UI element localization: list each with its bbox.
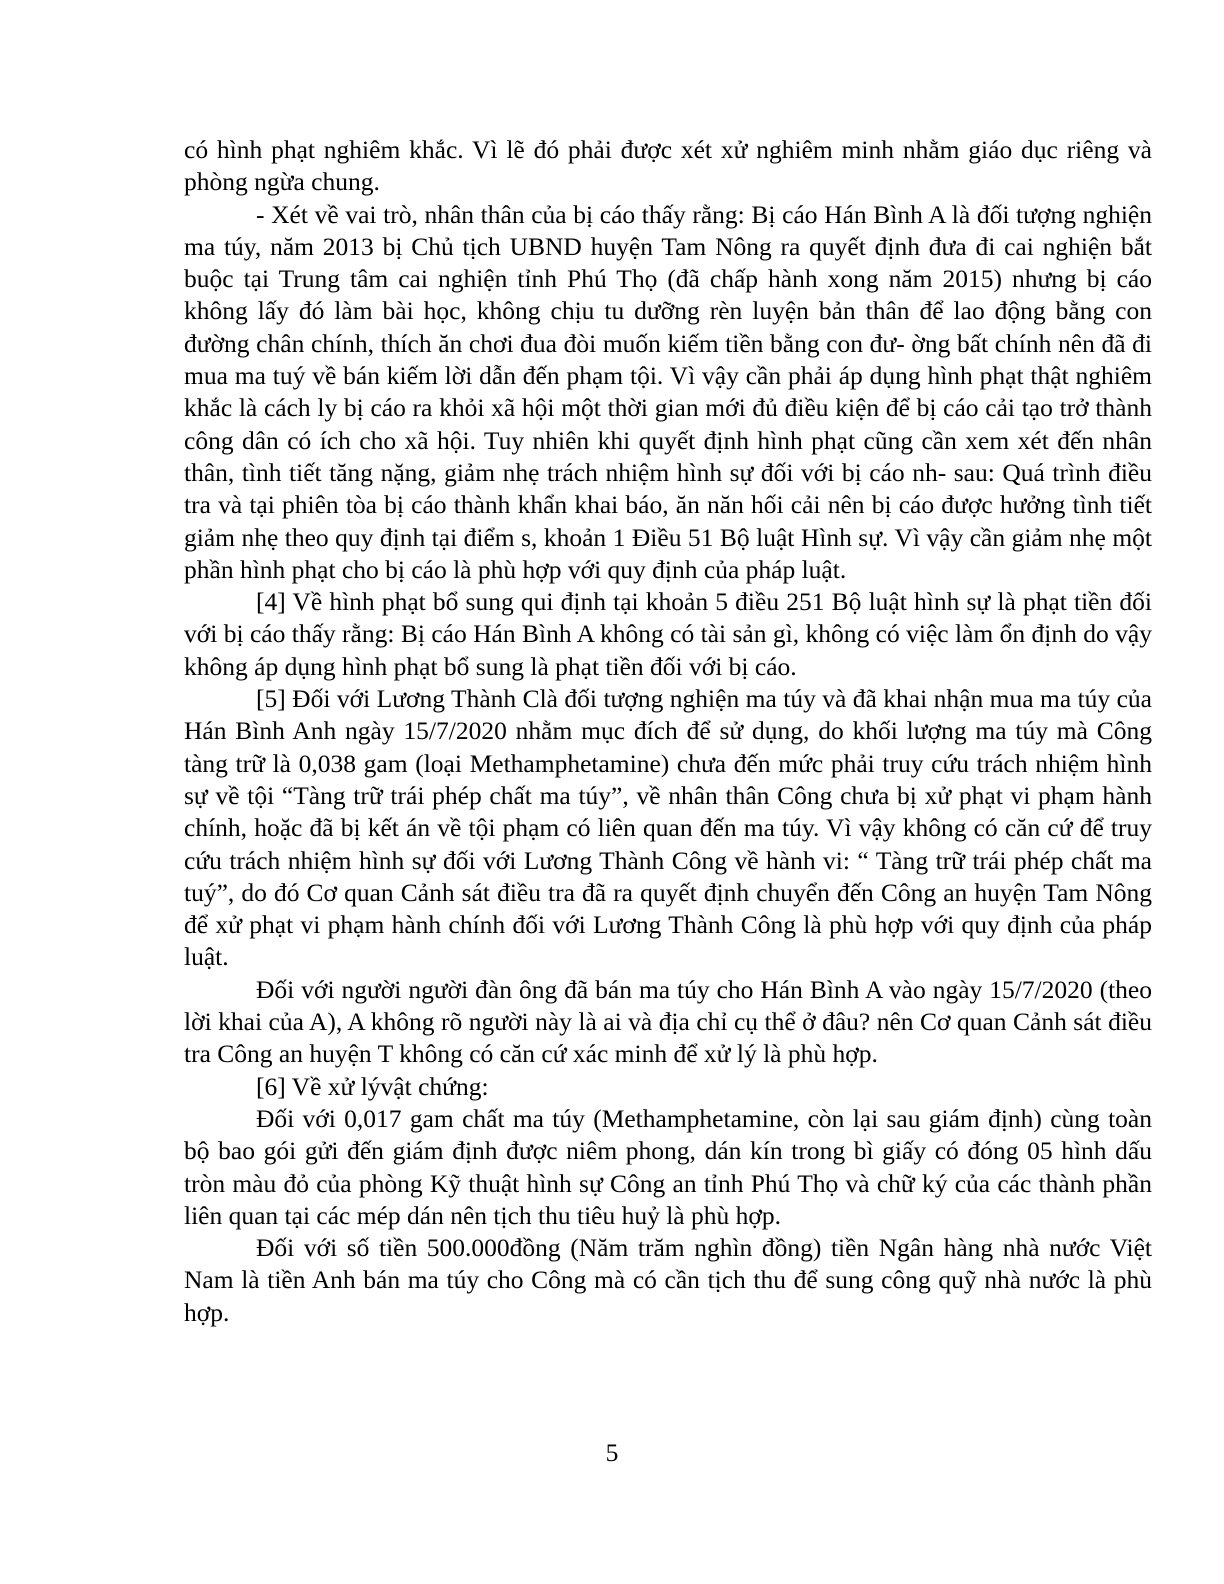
page-number: 5	[605, 1438, 619, 1467]
paragraph-7: Đối với 0,017 gam chất ma túy (Methamphetamine, còn lại sau giám định) cùng toàn bộ bao gói gửi đến giám định được niêm phong, dán kín trong bì giấy có đóng 05 hình dấu tròn màu đỏ của phòng Kỹ thuật hình sự Công an tỉnh Phú Thọ và chữ ký của các thành phần liên quan tại các mép dán nên tịch thu tiêu huỷ là phù hợp.	[184, 1103, 1152, 1230]
paragraph-1: có hình phạt nghiêm khắc. Vì lẽ đó phải được xét xử nghiêm minh nhằm giáo dục riêng và phòng ngừa chung.	[184, 135, 1152, 197]
document-body	[184, 134, 1152, 1329]
paragraph-2: - Xét về vai trò, nhân thân của bị cáo thấy rằng: Bị cáo Hán Bình A là đối tượng nghiện ma túy, năm 2013 bị Chủ tịch UBND huyện Tam Nông ra quyết định đưa đi cai nghiện bắt buộc tại Trung tâm cai nghiện tỉnh Phú Thọ (đã chấp hành xong năm 2015) nhưng bị cáo không lấy đó làm bài học, không chịu tu dưỡng rèn luyện bản thân để lao động bằng con đường chân chính, thích ăn chơi đua đòi muốn kiếm tiền bằng con đư- ờng bất chính nên đã đi mua ma tuý về bán kiếm lời dẫn đến phạm tội. Vì vậy cần phải áp dụng hình phạt thật nghiêm khắc là cách ly bị cáo ra khỏi xã hội một thời gian mới đủ điều kiện để bị cáo cải tạo trở thành công dân có ích cho xã hội. Tuy nhiên khi quyết định hình phạt cũng cần xem xét đến nhân thân, tình tiết tăng nặng, giảm nhẹ trách nhiệm hình sự đối với bị cáo nh- sau: Quá trình điều tra và tại phiên tòa bị cáo thành khẩn khai báo, ăn năn hối cải nên bị cáo được hưởng tình tiết giảm nhẹ theo quy định tại điểm s, khoản 1 Điều 51 Bộ luật Hình sự. Vì vậy cần giảm nhẹ một phần hình phạt cho bị cáo là phù hợp với quy định của pháp luật.	[184, 199, 1152, 584]
paragraph-8: Đối với số tiền 500.000đồng (Năm trăm nghìn đồng) tiền Ngân hàng nhà nước Việt Nam là tiền Anh bán ma túy cho Công mà có cần tịch thu để sung công quỹ nhà nước là phù hợp.	[184, 1233, 1152, 1327]
paragraph-5: Đối với người người đàn ông đã bán ma túy cho Hán Bình A vào ngày 15/7/2020 (theo lời khai của A), A không rõ người này là ai và địa chỉ cụ thể ở đâu? nên Cơ quan Cảnh sát điều tra Công an huyện T không có căn cứ xác minh để xử lý là phù hợp.	[184, 974, 1152, 1069]
paragraph-6: [6] Về xử lývật chứng:	[256, 1071, 489, 1101]
paragraph-4: [5] Đối với Lương Thành Clà đối tượng nghiện ma túy và đã khai nhận mua ma túy của Hán Bình Anh ngày 15/7/2020 nhằm mục đích để sử dụng, do khối lượng ma túy mà Công tàng trữ là 0,038 gam (loại Methamphetamine) chưa đến mức phải truy cứu trách nhiệm hình sự về tội “Tàng trữ trái phép chất ma túy”, về nhân thân Công chưa bị xử phạt vi phạm hành chính, hoặc đã bị kết án về tội phạm có liên quan đến ma túy. Vì vậy không có căn cứ để truy cứu trách nhiệm hình sự đối với Lương Thành Công về hành vi: “ Tàng trữ trái phép chất ma tuý”, do đó Cơ quan Cảnh sát điều tra đã ra quyết định chuyển đến Công an huyện Tam Nông để xử phạt vi phạm hành chính đối với Lương Thành Công là phù hợp với quy định của pháp luật.	[184, 684, 1152, 972]
paragraph-3: [4] Về hình phạt bổ sung qui định tại khoản 5 điều 251 Bộ luật hình sự là phạt tiền đối với bị cáo thấy rằng: Bị cáo Hán Bình A không có tài sản gì, không có việc làm ổn định do vậy không áp dụng hình phạt bổ sung là phạt tiền đối với bị cáo.	[184, 587, 1152, 681]
